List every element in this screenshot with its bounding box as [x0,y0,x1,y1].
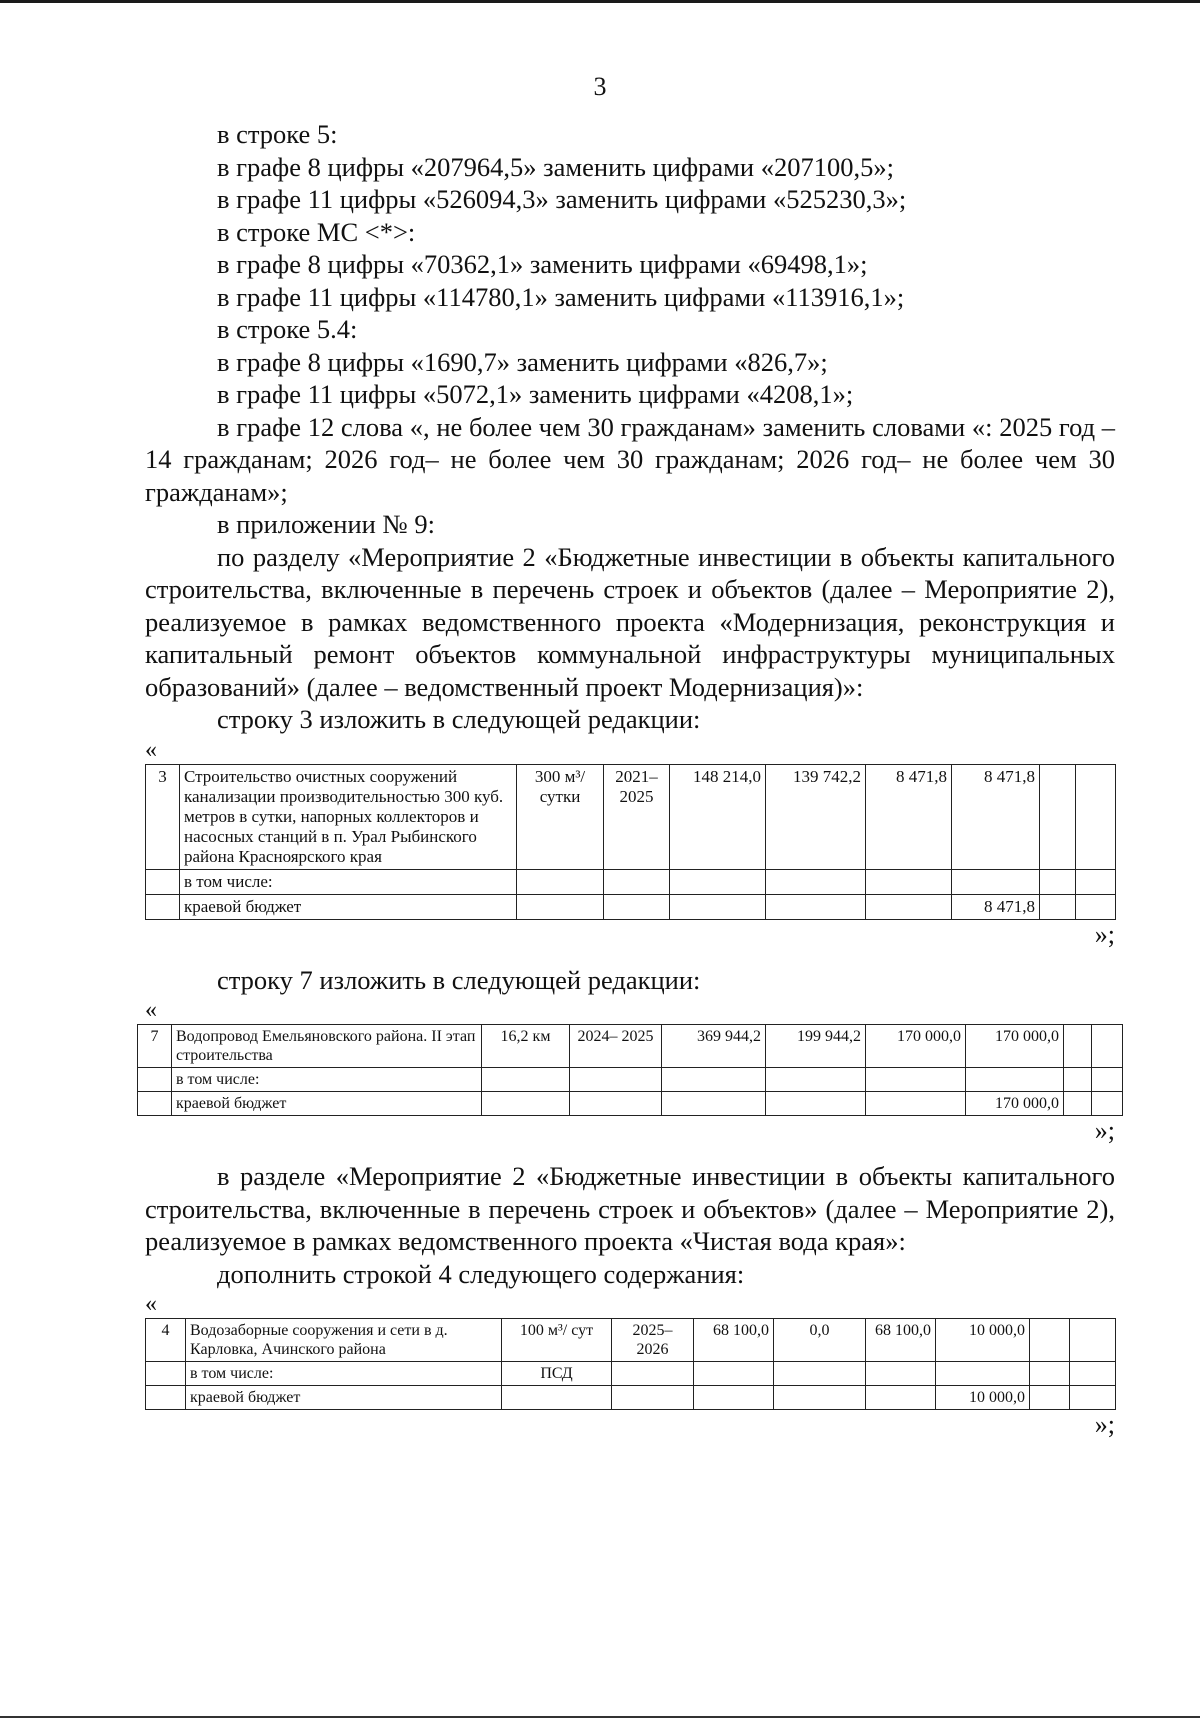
value-cell: 8 471,8 [952,894,1040,919]
capacity-cell: 100 м³/ сут [502,1319,612,1362]
value-cell: 139 742,2 [766,764,866,869]
capacity-cell: 16,2 км [482,1025,570,1068]
table-row [138,1025,1123,1068]
empty-cell [1040,764,1076,869]
subrow-label: в том числе: [172,1068,482,1092]
object-name: Водозаборные сооружения и сети в д. Карловка, Ачинского района [186,1319,502,1362]
intro-line: в графе 11 цифры «114780,1» заменить цифрами «113916,1»; [217,281,905,312]
value-cell: 369 944,2 [662,1025,766,1068]
value-cell: 10 000,0 [936,1319,1030,1362]
table-row [138,1092,1123,1116]
table-row [146,1386,1116,1410]
quote-close: »; [1094,1410,1115,1439]
value-cell: 8 471,8 [952,764,1040,869]
object-name: Строительство очистных сооружений канализации производительностью 300 куб. метров в сутки, напорных коллекторов и насосных станций в п. Урал Рыбинского района Красноярского края [180,764,517,869]
table-row [146,869,1116,894]
capacity-cell: 300 м³/ сутки [517,764,604,869]
table-row [138,1068,1123,1092]
empty-cell [146,894,180,919]
top-border-line [0,0,1200,3]
intro-line: в строке МС <*>: [217,216,416,247]
bottom-border-line [0,1716,1200,1718]
row-number: 7 [138,1025,172,1068]
subrow-label: в том числе: [180,869,517,894]
paragraph-section-clean-water: в разделе «Мероприятие 2 «Бюджетные инвестиции в объекты капитального строительства, включенные в перечень строек и объектов» (далее – Мероприятие 2), реализуемое в рамках ведомственного проекта «Чистая вода края»: [145,1161,1115,1256]
value-cell: 0,0 [774,1319,866,1362]
intro-line: в строке 5.4: [217,314,358,344]
years-cell: 2025– 2026 [612,1319,694,1362]
table-row [146,764,1116,869]
value-cell: 199 944,2 [766,1025,866,1068]
subrow-label: в том числе: [186,1362,502,1386]
value-cell: 170 000,0 [966,1092,1064,1116]
table-row7 [137,1024,1123,1116]
intro-line: в графе 8 цифры «70362,1» заменить цифрами «69498,1»; [217,249,868,279]
row7-intro: строку 7 изложить в следующей редакции: [217,964,701,995]
paragraph-graph12: в графе 12 слова «, не более чем 30 гражданам» заменить словами «: 2025 год – 14 гражданам; 2026 год– не более чем 30 гражданам; 2026 год– не более чем 30 гражданам»; [145,411,1115,507]
value-cell: 68 100,0 [694,1319,774,1362]
table-row [146,894,1116,919]
years-cell: 2021– 2025 [604,764,670,869]
value-cell: 148 214,0 [670,764,766,869]
row4-intro: дополнить строкой 4 следующего содержания: [217,1258,745,1289]
document-body [145,118,1115,1440]
capacity-cell: ПСД [502,1362,612,1386]
row-number: 4 [146,1319,186,1362]
intro-line: в графе 8 цифры «1690,7» заменить цифрами «826,7»; [217,346,828,377]
value-cell: 8 471,8 [866,764,952,869]
value-cell: 170 000,0 [866,1025,966,1068]
paragraph-section-modernization: по разделу «Мероприятие 2 «Бюджетные инвестиции в объекты капитального строительства, включенные в перечень строек и объектов (далее – Мероприятие 2), реализуемое в рамках ведомственного проекта «Модернизация, реконструкция и капитальный ремонт объектов коммунальной инфраструктуры муниципальных образований» (далее – ведомственный проект Модернизация)»: [145,541,1115,702]
appendix-heading: в приложении № 9: [217,509,435,539]
table-row3 [145,764,1116,920]
row3-intro: строку 3 изложить в следующей редакции: [217,704,701,734]
table-row [146,1362,1116,1386]
table-row [146,1319,1116,1362]
subrow-label: краевой бюджет [172,1092,482,1116]
page-number: 3 [593,72,607,101]
quote-close: »; [1094,919,1115,949]
years-cell: 2024– 2025 [570,1025,662,1068]
quote-open: « [145,736,157,763]
intro-line: в графе 11 цифры «526094,3» заменить цифрами «525230,3»; [217,184,907,214]
intro-line: в графе 8 цифры «207964,5» заменить цифрами «207100,5»; [217,151,894,182]
value-cell: 10 000,0 [936,1386,1030,1410]
object-name: Водопровод Емельяновского района. II этап строительства [172,1025,482,1068]
quote-open: « [145,997,157,1023]
subrow-label: краевой бюджет [180,894,517,919]
intro-line: в строке 5: [217,119,338,149]
table-row4 [145,1318,1116,1410]
intro-line: в графе 11 цифры «5072,1» заменить цифрами «4208,1»; [217,379,854,409]
subrow-label: краевой бюджет [186,1386,502,1410]
empty-cell [1076,764,1116,869]
empty-cell [146,869,180,894]
row-number: 3 [146,764,180,869]
value-cell: 170 000,0 [966,1025,1064,1068]
quote-open: « [145,1291,157,1317]
quote-close: »; [1094,1116,1115,1145]
value-cell: 68 100,0 [866,1319,936,1362]
